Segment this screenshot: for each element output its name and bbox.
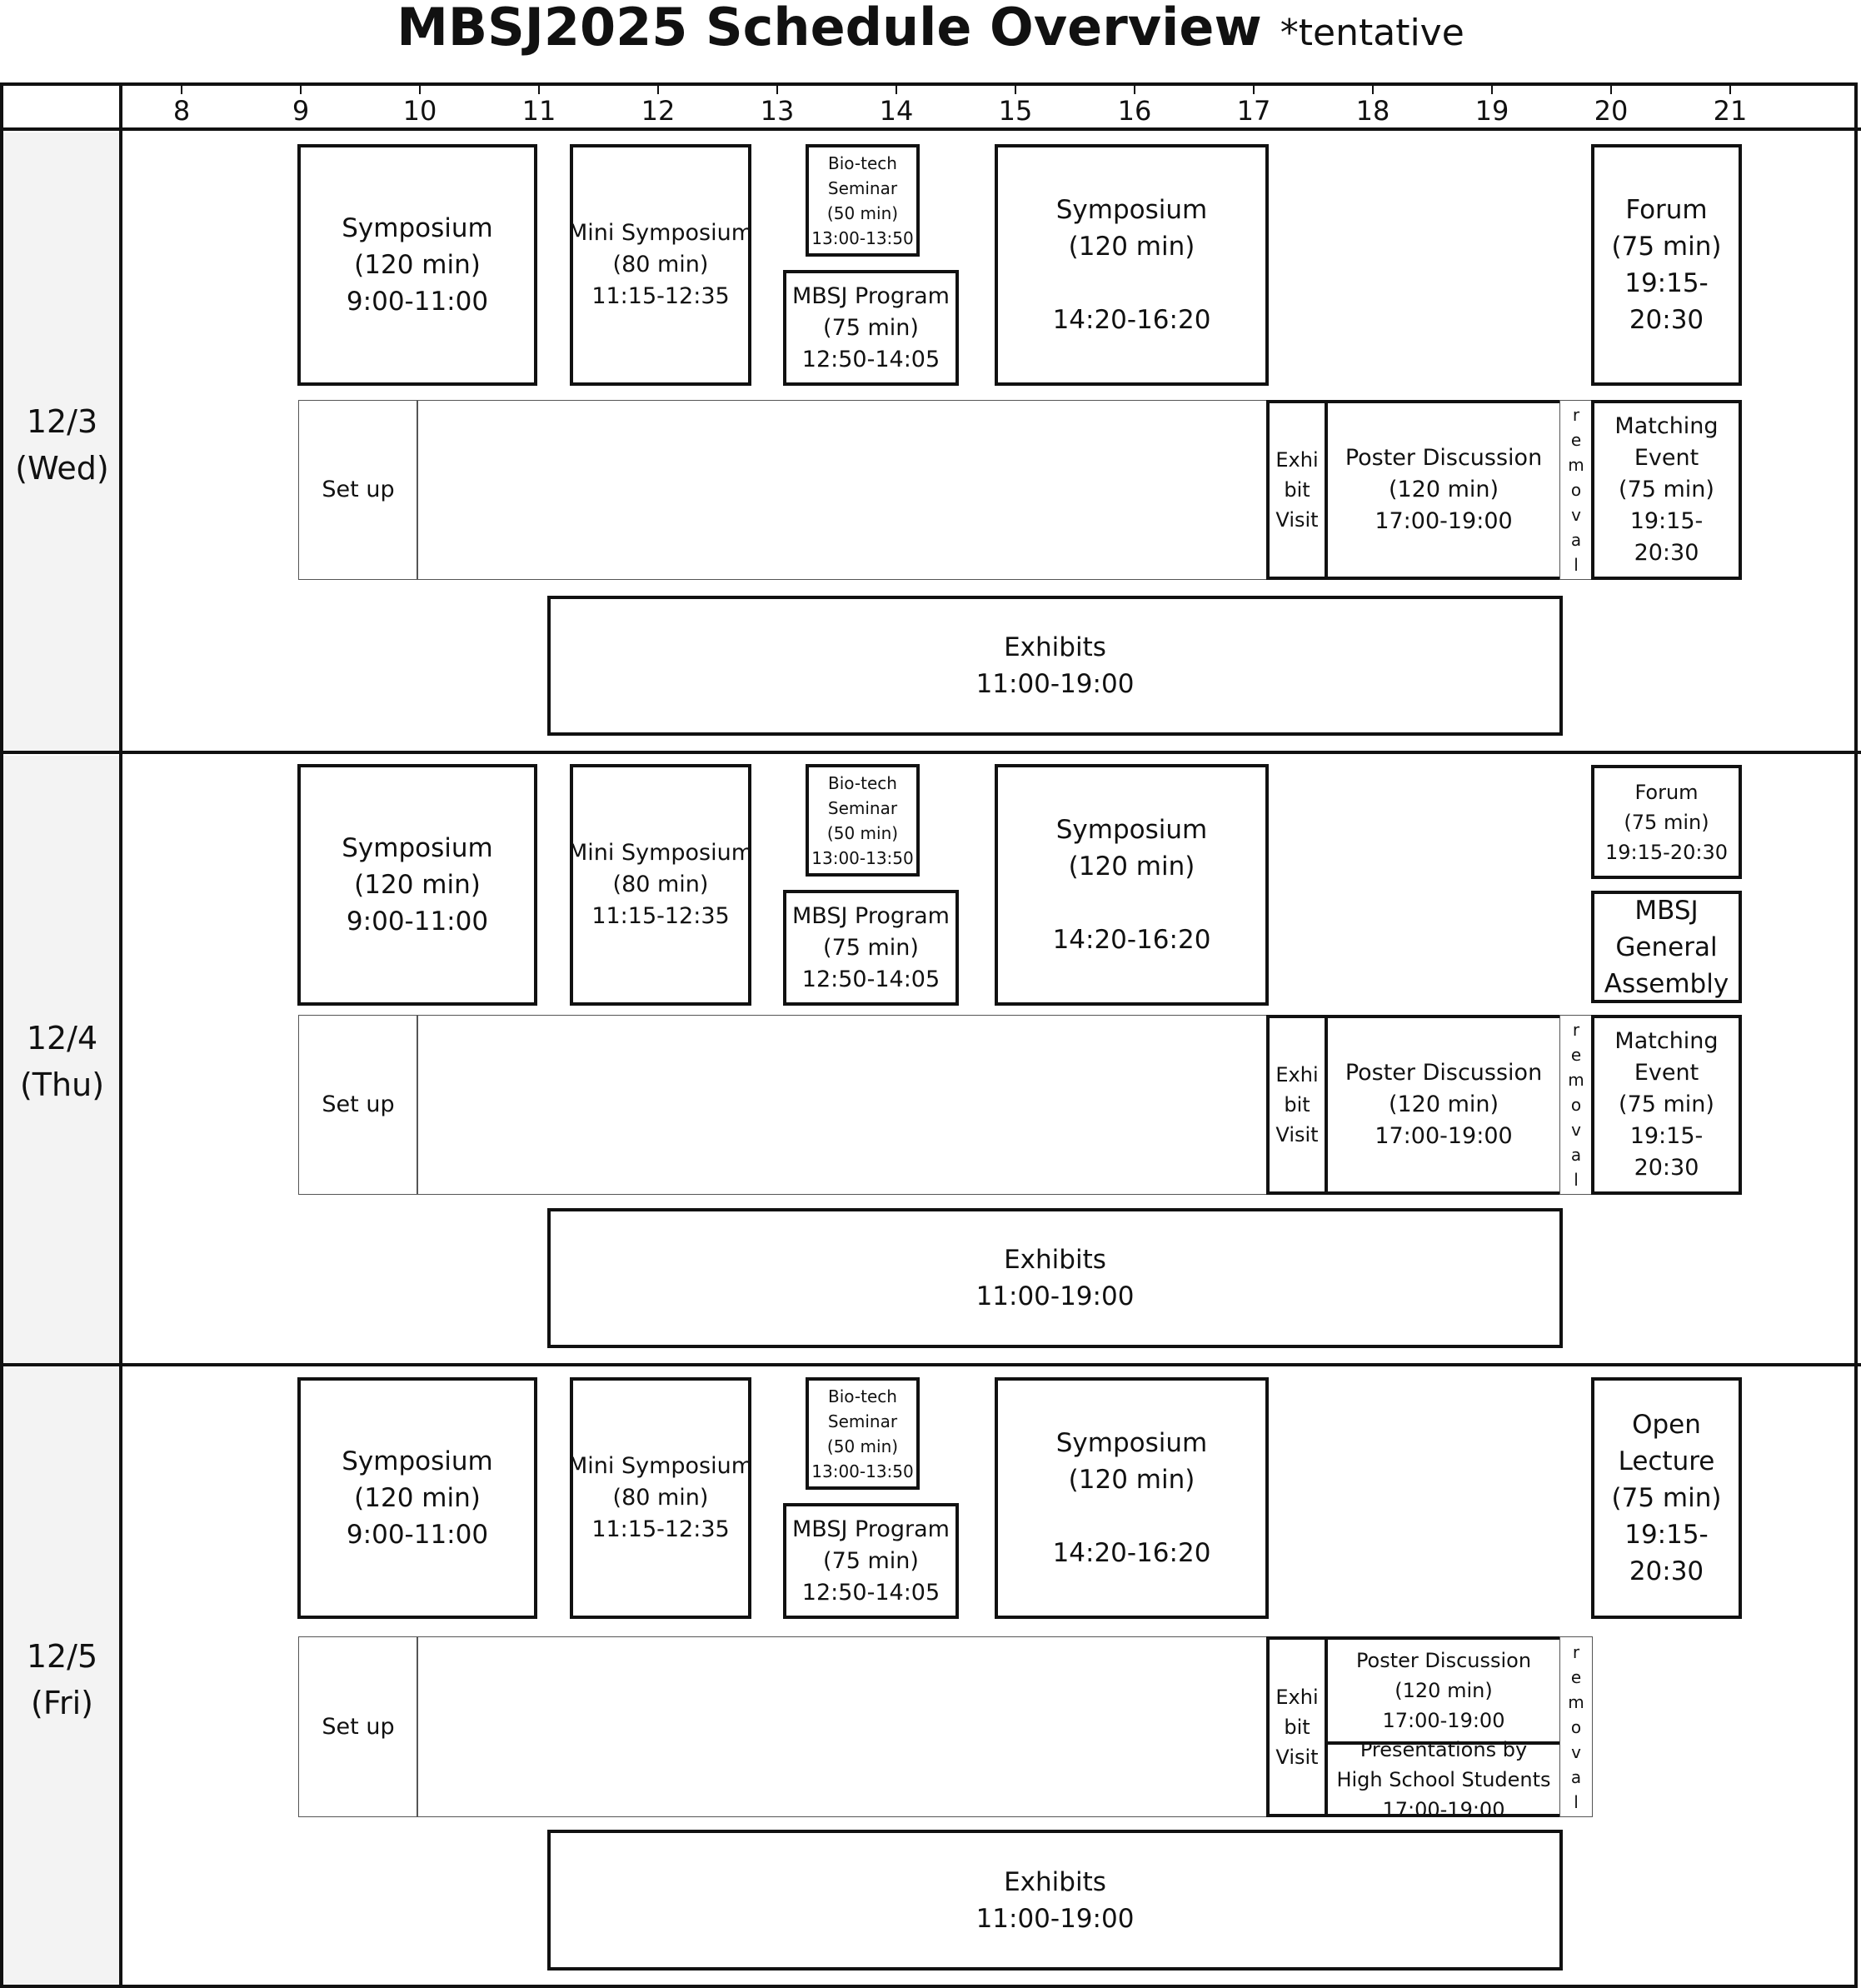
removal-box-line: e [1570,1045,1582,1065]
exhibit-visit-box-text [1275,445,1318,535]
day-date: 12/4 [26,1020,98,1056]
symposium-pm-box-line: Symposium [1055,195,1208,225]
removal-box-line: v [1571,1120,1581,1140]
symposium-am-box-line: 9:00-11:00 [346,287,489,317]
symposium-am-box-line: Symposium [342,1446,493,1476]
exhibit-visit-box-text [1275,1682,1318,1772]
biotech-seminar-box[interactable] [806,144,920,257]
removal-box-text [1568,402,1584,577]
removal-box-line: o [1570,1716,1582,1737]
open-lecture-box-line: Open [1632,1410,1701,1440]
removal-box-line: m [1568,455,1584,475]
mini-symposium-box-line: 11:15-12:35 [591,1516,730,1542]
exhibits-box-text [976,629,1135,702]
hour-label: 21 [1713,95,1748,127]
exhibits-box-line: Exhibits [1004,1245,1106,1275]
hour-label: 16 [1117,95,1152,127]
hour-label: 19 [1474,95,1509,127]
biotech-seminar-box-text [811,151,914,251]
poster-discussion-box-line: Poster Discussion [1355,1649,1532,1672]
day-date: 12/3 [26,403,98,440]
hour-tick [1610,82,1612,94]
removal-box-line: m [1568,1691,1584,1712]
symposium-pm-box-line: (120 min) [1068,852,1195,882]
hour-tick [1372,82,1374,94]
matching-event-box-line: 19:15- [1629,1123,1704,1149]
hour-label: 18 [1355,95,1390,127]
removal-box-line: r [1572,1020,1580,1040]
forum-box-text [1612,192,1722,338]
removal-box-text [1568,1017,1584,1192]
mini-symposium-box-text [568,1451,753,1546]
removal-box-line: e [1570,430,1582,450]
removal-box-text [1568,1640,1584,1815]
poster-discussion-box-line: Poster Discussion [1345,445,1543,471]
general-assembly-box-text [1604,892,1729,1002]
biotech-seminar-box-line: Seminar [827,797,898,818]
hour-tick [1491,82,1493,94]
removal-box-line: a [1570,1766,1582,1787]
symposium-pm-box[interactable] [995,144,1269,386]
general-assembly-box-line: MBSJ [1634,895,1699,926]
forum-box[interactable] [1591,765,1742,879]
hour-tick [1253,82,1255,94]
hour-label: 13 [760,95,795,127]
mbsj-program-box-line: MBSJ Program [792,282,950,309]
setup-divider [417,1015,418,1195]
poster-discussion-box-line: 17:00-19:00 [1375,1123,1513,1149]
mini-symposium-box-line: 11:15-12:35 [591,283,730,309]
exhibits-box-text [976,1864,1135,1937]
exhibit-visit-box-line: Visit [1275,1745,1319,1769]
poster-discussion-box-text [1345,1057,1542,1152]
hour-tick [300,82,302,94]
mbsj-program-box-line: MBSJ Program [792,1516,950,1542]
symposium-pm-box-line: Symposium [1055,815,1208,845]
poster-discussion-box-line: 17:00-19:00 [1382,1709,1505,1732]
mbsj-program-box-line: (75 min) [823,314,919,341]
exhibit-visit-box[interactable] [1266,1636,1328,1817]
exhibits-box-line: Exhibits [1004,632,1106,662]
general-assembly-box-line: General [1615,932,1718,962]
hour-tick [181,82,182,94]
mini-symposium-box-line: Mini Symposium [567,1453,754,1479]
removal-box-line: r [1572,405,1580,425]
forum-box-line: 20:30 [1629,305,1704,335]
biotech-seminar-box-line: 13:00-13:50 [811,847,914,868]
biotech-seminar-box-text [811,1384,914,1484]
setup-strip [298,1636,1270,1817]
header [0,0,1861,79]
hour-label: 11 [521,95,556,127]
mini-symposium-box-text [568,837,753,932]
exhibit-visit-box-line: Exhi [1275,1685,1319,1709]
hour-tick [1729,82,1731,94]
poster-discussion-box-line: Poster Discussion [1345,1060,1543,1086]
mini-symposium-box-line: Mini Symposium [567,220,754,246]
mini-symposium-box[interactable] [567,764,754,1006]
exhibits-box[interactable] [547,596,1563,736]
grid-divider [0,1363,1861,1366]
day-label [3,1015,121,1108]
open-lecture-box[interactable] [1591,1377,1742,1619]
exhibit-visit-box-line: bit [1284,478,1310,502]
high-school-box[interactable] [1325,1737,1563,1821]
day-weekday: (Wed) [15,450,109,487]
mbsj-program-box[interactable] [783,1503,959,1619]
mini-symposium-box-line: (80 min) [612,872,709,897]
biotech-seminar-box-line: Bio-tech [828,152,897,173]
page-title: MBSJ2025 Schedule Overview *tentative [397,0,1464,57]
poster-discussion-box-line: (120 min) [1388,1091,1499,1117]
hour-tick [1134,82,1135,94]
hour-tick [538,82,540,94]
setup-label: Set up [322,1713,395,1740]
high-school-box-line: Presentations by [1360,1737,1528,1761]
symposium-am-box[interactable] [297,764,537,1006]
symposium-pm-box-line: 14:20-16:20 [1052,1538,1211,1568]
symposium-am-box-line: (120 min) [354,1483,481,1513]
biotech-seminar-box[interactable] [806,764,920,877]
biotech-seminar-box-line: 13:00-13:50 [811,227,914,248]
symposium-am-box-line: 9:00-11:00 [346,907,489,937]
exhibits-box[interactable] [547,1830,1563,1971]
forum-box-line: Forum [1625,195,1708,225]
symposium-am-box-text [342,210,492,320]
grid-divider [0,127,1861,131]
hour-label: 9 [292,95,310,127]
poster-discussion-box-line: 17:00-19:00 [1375,508,1513,534]
removal-box-line: o [1570,1095,1582,1115]
mbsj-program-box-line: (75 min) [823,1547,919,1574]
matching-event-box-line: 19:15- [1629,508,1704,534]
matching-event-box-line: 20:30 [1634,540,1699,566]
exhibit-visit-box-line: bit [1284,1093,1310,1116]
biotech-seminar-box-line: Seminar [827,1411,898,1431]
biotech-seminar-box-text [811,771,914,871]
setup-strip [298,400,1270,580]
removal-box[interactable] [1559,1636,1593,1817]
mini-symposium-box-line: 11:15-12:35 [591,903,730,929]
symposium-am-box-text [342,830,492,940]
general-assembly-box-line: Assembly [1604,968,1729,999]
day-label [3,1633,121,1726]
hour-label: 17 [1236,95,1271,127]
hour-label: 10 [402,95,437,127]
poster-discussion-box-text [1356,1646,1531,1736]
removal-box-line: l [1574,555,1579,575]
biotech-seminar-box-line: (50 min) [826,1436,899,1456]
hour-label: 12 [641,95,676,127]
removal-box-line: r [1572,1641,1580,1662]
poster-discussion-box-text [1345,442,1542,537]
matching-event-box-line: 20:30 [1634,1155,1699,1181]
biotech-seminar-box-line: Seminar [827,177,898,198]
mbsj-program-box-line: MBSJ Program [792,902,950,929]
symposium-pm-box-line: (120 min) [1068,1465,1195,1495]
removal-box-line: o [1570,480,1582,500]
symposium-pm-box[interactable] [995,764,1269,1006]
symposium-am-box[interactable] [297,144,537,386]
poster-discussion-box-line: (120 min) [1395,1679,1493,1702]
removal-box[interactable] [1559,1015,1593,1195]
exhibits-box-line: 11:00-19:00 [975,669,1135,699]
day-label [3,398,121,492]
day-date: 12/5 [26,1638,98,1675]
hour-label: 20 [1594,95,1629,127]
poster-discussion-box[interactable] [1325,400,1563,580]
forum-box-line: 19:15-20:30 [1605,840,1728,864]
removal-box-line: a [1570,530,1582,550]
hour-tick [1015,82,1016,94]
matching-event-box-text [1614,1026,1718,1184]
symposium-pm-box-text [1053,1425,1211,1571]
open-lecture-box-line: (75 min) [1611,1483,1722,1513]
forum-box-text [1605,777,1728,867]
matching-event-box[interactable] [1591,1015,1742,1195]
biotech-seminar-box-line: (50 min) [826,202,899,223]
mini-symposium-box-text [568,217,753,312]
setup-label: Set up [322,1091,395,1117]
removal-box-line: l [1574,1170,1579,1190]
symposium-am-box-line: (120 min) [354,250,481,280]
symposium-am-box-line: Symposium [342,833,493,863]
high-school-box-line: High School Students [1336,1767,1551,1791]
exhibit-visit-box-line: bit [1284,1715,1310,1739]
exhibits-box-line: Exhibits [1004,1866,1106,1897]
hour-tick [776,82,778,94]
symposium-pm-box-text [1053,812,1211,958]
poster-discussion-box[interactable] [1325,1636,1563,1745]
mbsj-program-box-line: 12:50-14:05 [801,966,940,992]
symposium-pm-box-line: (120 min) [1068,232,1195,262]
symposium-pm-box-text [1053,192,1211,338]
day-weekday: (Thu) [19,1066,105,1103]
forum-box-line: 19:15- [1624,268,1709,298]
page-subtitle: *tentative [1280,12,1464,54]
mbsj-program-box[interactable] [783,270,959,386]
removal-box-line: a [1570,1145,1582,1165]
high-school-box-line: 17:00-19:00 [1382,1797,1505,1821]
mbsj-program-box-line: 12:50-14:05 [801,1579,940,1606]
open-lecture-box-text [1612,1406,1722,1590]
poster-discussion-box[interactable] [1325,1015,1563,1195]
matching-event-box-line: Event [1634,445,1699,471]
open-lecture-box-line: 19:15- [1624,1520,1709,1550]
forum-box-line: (75 min) [1624,810,1709,834]
open-lecture-box-line: Lecture [1618,1446,1715,1476]
exhibit-visit-box-line: Exhi [1275,448,1319,472]
hour-tick [419,82,421,94]
setup-divider [417,400,418,580]
symposium-pm-box-line: 14:20-16:20 [1052,925,1211,955]
mbsj-program-box-text [792,281,950,376]
matching-event-box-line: Matching [1614,413,1719,439]
symposium-am-box[interactable] [297,1377,537,1619]
mbsj-program-box-text [792,901,950,996]
biotech-seminar-box[interactable] [806,1377,920,1490]
exhibits-box-text [976,1241,1135,1315]
symposium-am-box-line: 9:00-11:00 [346,1520,489,1550]
exhibits-box-line: 11:00-19:00 [975,1281,1135,1311]
forum-box-line: (75 min) [1611,232,1722,262]
high-school-box-text [1336,1735,1550,1825]
hour-label: 8 [172,95,191,127]
matching-event-box[interactable] [1591,400,1742,580]
matching-event-box-line: Event [1634,1060,1699,1086]
matching-event-box-line: (75 min) [1619,477,1714,502]
exhibit-visit-box-line: Visit [1275,508,1319,532]
general-assembly-box[interactable] [1591,891,1742,1003]
mbsj-program-box[interactable] [783,890,959,1006]
biotech-seminar-box-line: (50 min) [826,822,899,843]
poster-discussion-box-line: (120 min) [1388,477,1499,502]
removal-box-line: m [1568,1070,1584,1090]
hour-label: 14 [879,95,914,127]
exhibit-visit-box-line: Visit [1275,1123,1319,1146]
exhibit-visit-box[interactable] [1266,1015,1328,1195]
hour-label: 15 [998,95,1033,127]
symposium-am-box-line: (120 min) [354,870,481,900]
exhibit-visit-box-text [1275,1060,1318,1150]
biotech-seminar-box-line: Bio-tech [828,772,897,793]
matching-event-box-text [1614,411,1718,569]
exhibit-visit-box[interactable] [1266,400,1328,580]
symposium-pm-box[interactable] [995,1377,1269,1619]
symposium-am-box-text [342,1443,492,1553]
biotech-seminar-box-line: 13:00-13:50 [811,1461,914,1481]
mini-symposium-box[interactable] [567,1377,754,1619]
symposium-pm-box-line: 14:20-16:20 [1052,305,1211,335]
mini-symposium-box-line: (80 min) [612,1485,709,1511]
setup-divider [417,1636,418,1817]
matching-event-box-line: Matching [1614,1028,1719,1054]
mini-symposium-box[interactable] [567,144,754,386]
grid-divider [0,751,1861,754]
removal-box-line: l [1574,1791,1579,1812]
removal-box-line: v [1571,1741,1581,1762]
removal-box[interactable] [1559,400,1593,580]
exhibits-box-line: 11:00-19:00 [975,1903,1135,1934]
mini-symposium-box-line: (80 min) [612,252,709,277]
removal-box-line: v [1571,505,1581,525]
removal-box-line: e [1570,1666,1582,1687]
symposium-pm-box-line: Symposium [1055,1428,1208,1458]
forum-box[interactable] [1591,144,1742,386]
hour-tick [657,82,659,94]
open-lecture-box-line: 20:30 [1629,1556,1704,1586]
biotech-seminar-box-line: Bio-tech [828,1386,897,1406]
forum-box-line: Forum [1634,780,1699,804]
symposium-am-box-line: Symposium [342,213,493,243]
setup-strip [298,1015,1270,1195]
mbsj-program-box-line: (75 min) [823,934,919,961]
setup-label: Set up [322,477,395,502]
matching-event-box-line: (75 min) [1619,1091,1714,1117]
mbsj-program-box-line: 12:50-14:05 [801,346,940,372]
exhibits-box[interactable] [547,1208,1563,1348]
exhibit-visit-box-line: Exhi [1275,1063,1319,1086]
hour-tick [896,82,897,94]
mini-symposium-box-line: Mini Symposium [567,840,754,866]
day-weekday: (Fri) [31,1685,93,1721]
mbsj-program-box-text [792,1514,950,1609]
